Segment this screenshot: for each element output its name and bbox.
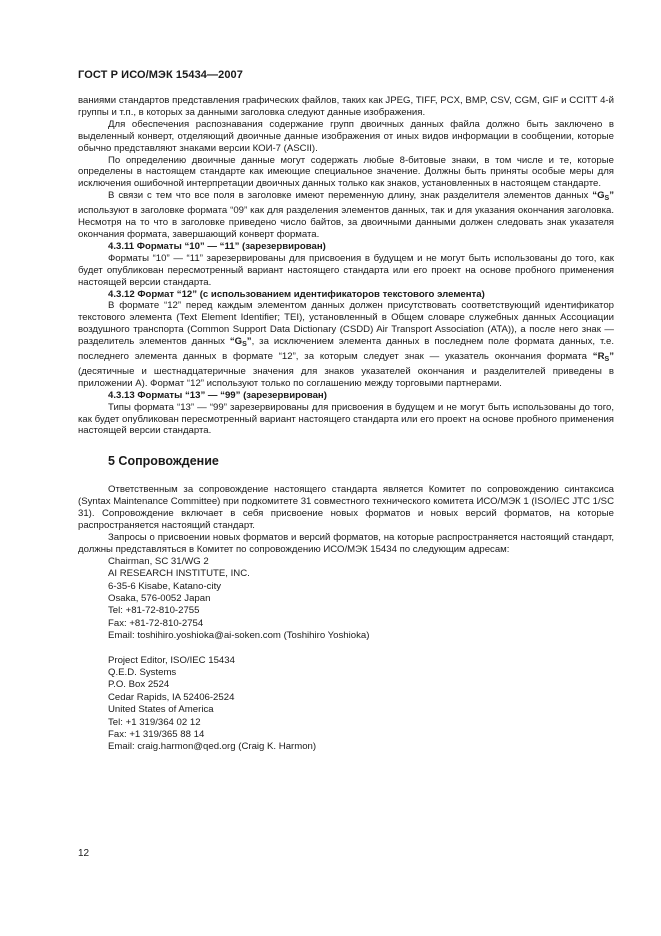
gs-symbol [592, 190, 614, 201]
page-content [78, 95, 614, 754]
section-title: 5 Сопровождение [108, 454, 219, 469]
text-run: (десятичные и шестнадцатеричные значения для знаков указателей окончания и разделителей приведены в приложении А). Формат “12” используют только по соглашению между торговыми партнерами. [78, 365, 614, 389]
address-line: Chairman, SC 31/WG 2 [108, 555, 209, 567]
gs-symbol-open: “G [229, 336, 243, 348]
gs-symbol-open: “G [592, 190, 605, 202]
paragraph: Типы формата “13” — “99” зарезервированы для присвоения в будущем и не могут быть использованы до того, как будет опубликован пересмотренный вариант настоящего стандарта или его проект на основе пробного применения настоящей версии стандарта. [78, 401, 614, 437]
rs-symbol-open: “R [592, 351, 605, 363]
rs-symbol-sub: S [604, 356, 610, 364]
paragraph: Запросы о присвоении новых форматов и версий форматов, на которые распространяется настоящий стандарт, должны представляться в Комитет по сопровождению ИСО/МЭК 15434 по следующим адресам: [78, 531, 614, 555]
paragraph: ваниями стандартов представления графических файлов, таких как JPEG, TIFF, PCX, BMP, CSV, CGM, GIF и CCITT 4-й группы и т.п., в которых за данными заголовка следуют данные изображения. [78, 95, 614, 118]
address-line: Fax: +81-72-810-2754 [108, 617, 204, 629]
gs-symbol [230, 336, 252, 347]
subsection-heading: 4.3.11 Форматы “10” — “11” (зарезервирован) [108, 240, 326, 252]
paragraph [78, 190, 614, 241]
paragraph: Форматы “10” — “11” зарезервированы для присвоения в будущем и не могут быть использованы до того, как будет опубликован пересмотренный вариант настоящего стандарта или его проект на основе пробного применения настоящей версии стандарта. [78, 252, 614, 288]
address-line: AI RESEARCH INSTITUTE, INC. [108, 568, 250, 580]
address-line: Email: toshihiro.yoshioka@ai-soken.com (Toshihiro Yoshioka) [108, 630, 370, 642]
rs-symbol [593, 351, 614, 362]
gs-symbol-sub: S [242, 341, 247, 349]
address-line: Tel: +1 319/364 02 12 [108, 716, 201, 728]
address-block [78, 556, 614, 754]
gs-symbol-close: ” [609, 190, 614, 202]
paragraph: Для обеспечения распознавания содержание групп двоичных данных файла должно быть заключено в выделенный конверт, отделяющий двоичные данные изображения от иных видов информации в сообщении, которые обычно представляют знаками версии КОИ-7 (ASCII). [78, 118, 614, 154]
paragraph [78, 300, 614, 389]
address-line: Osaka, 576-0052 Japan [108, 592, 211, 604]
rs-symbol-close: ” [609, 351, 614, 363]
page-header: ГОСТ Р ИСО/МЭК 15434—2007 [78, 69, 243, 81]
address-gap [108, 643, 614, 655]
paragraph: Ответственным за сопровождение настоящего стандарта является Комитет по сопровождению синтаксиса (Syntax Maintenance Committee) при подкомитете 31 совместного технического комитета ИСО/МЭК 1 (ISO/IEC JTC 1/SC 31). Сопровождение включает в себя присвоение новых форматов и новых версий форматов, на которые распространяется настоящий стандарт. [78, 484, 614, 531]
page-number: 12 [78, 848, 90, 859]
address-line: United States of America [108, 704, 214, 716]
text-run: В связи с тем что все поля в заголовке имеют переменную длину, знак разделителя элементов данных [108, 190, 593, 202]
text-run: используют в заголовке формата “09” как для разделения элементов данных, так и для указания окончания заголовка. Несмотря на то что в заголовке приведено число байтов, за двоичными данными должен следовать знак указателя окончания формата, завершающий конверт формата. [78, 205, 614, 240]
text-run: В формате “12” перед каждым элементом данных должен присутствовать соответствующий идентификатор текстового элемента (Text Element Identifier; TEI), установленный в Общем словаре служебных данных Ассоциации воздушного транспорта (Common Support Data Dictionary (CSDD) Air Transport Association (ATA)), а после него знак — разделитель элементов данных [78, 300, 614, 348]
address-line: Q.E.D. Systems [108, 666, 177, 678]
subsection-heading: 4.3.13 Форматы “13” — “99” (зарезервирован) [108, 389, 327, 401]
gs-symbol-close: ” [246, 336, 252, 348]
text-run: , за исключением элемента данных в последнем поле формата данных, т.е. последнего элемента данных в формате “12”, за которым следует знак — указатель окончания формата [78, 336, 614, 363]
address-line: 6-35-6 Kisabe, Katano-city [108, 580, 222, 592]
paragraph: По определению двоичные данные могут содержать любые 8-битовые знаки, в том числе и те, которые определены в настоящем стандарте как имеющие специальное значение. Должны быть приняты особые меры для исключения ошибочной интерпретации двоичных данных только как знаков, установленных в настоящем стандарте. [78, 154, 614, 190]
gs-symbol-sub: S [604, 195, 610, 203]
address-line: Cedar Rapids, IA 52406-2524 [108, 691, 235, 703]
address-line: Project Editor, ISO/IEC 15434 [108, 654, 235, 666]
address-line: Fax: +1 319/365 88 14 [108, 729, 205, 740]
address-line: Email: craig.harmon@qed.org (Craig K. Harmon) [108, 741, 317, 753]
subsection-heading: 4.3.12 Формат “12” (с использованием идентификаторов текстового элемента) [108, 288, 485, 300]
address-line: P.O. Box 2524 [108, 679, 170, 691]
address-line: Tel: +81-72-810-2755 [108, 605, 200, 617]
